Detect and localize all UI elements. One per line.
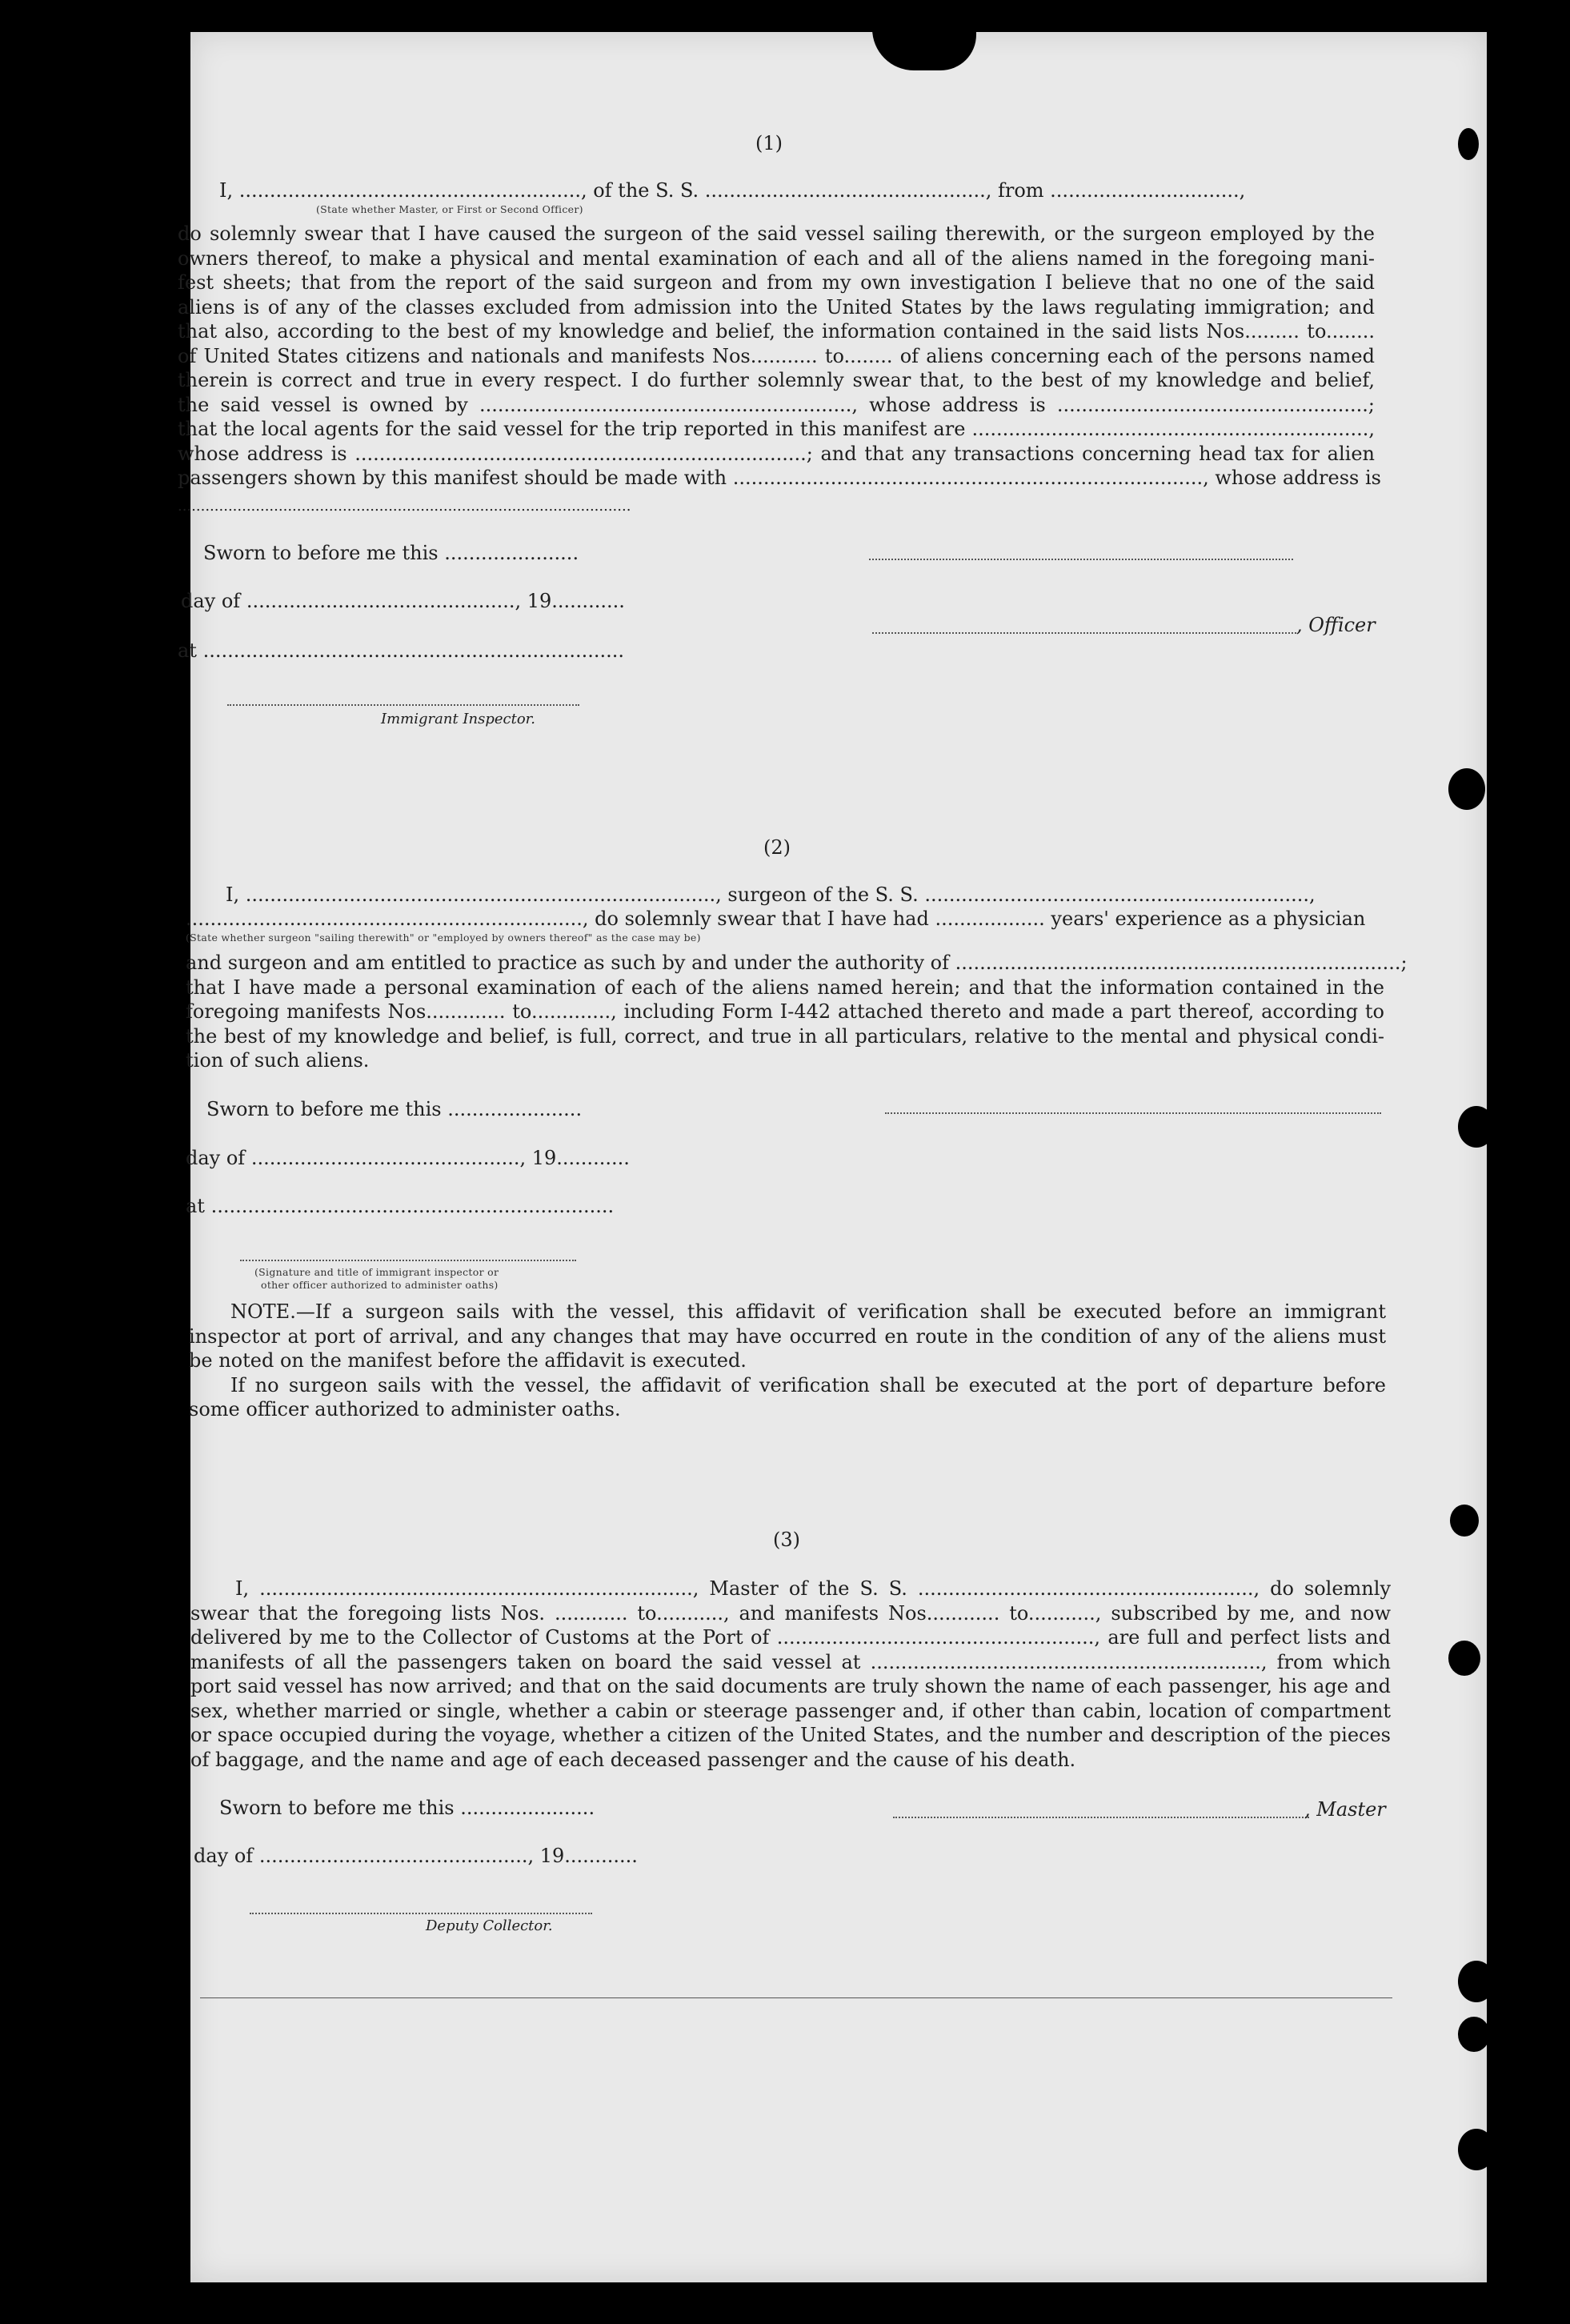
section-2-number: (2) (763, 836, 791, 859)
section-3-body-line: manifests of all the passengers taken on board the said vessel at ................................................................, from which (190, 1650, 1391, 1673)
section-1-trailing-line: ................................................................................................... (178, 498, 631, 515)
section-1-sworn: Sworn to before me this ...................... (203, 542, 579, 564)
section-2-note2-line: If no surgeon sails with the vessel, the affidavit of verification shall be executed at the port of departure before (230, 1373, 1386, 1396)
section-1-line1: I, ........................................................, of the S. S. .............................................., from ..............................., (219, 179, 1246, 202)
punch-hole (1458, 1106, 1495, 1148)
section-1-body-line: aliens is of any of the classes excluded from admission into the United States by the laws regulating immigration; and (178, 295, 1375, 319)
section-1-body (178, 222, 1381, 491)
section-2-surgeon-sig (885, 1112, 1381, 1114)
bottom-rule (200, 1997, 1392, 1998)
section-1-body-line: the said vessel is owned by ............................................................., whose address is ...................................................; (178, 393, 1375, 416)
section-3-number: (3) (773, 1529, 800, 1551)
section-3-body (190, 1577, 1391, 1772)
section-3-master-sig (893, 1817, 1309, 1818)
section-3-body-line: delivered by me to the Collector of Customs at the Port of ...................................................., are full and perfect lists and (190, 1626, 1391, 1649)
section-2-sig-note-2: other officer authorized to administer oaths) (261, 1279, 499, 1291)
section-2-note-last: be noted on the manifest before the affidavit is executed. (189, 1349, 747, 1372)
section-1-officer-sig-top (869, 559, 1293, 560)
section-1-inspector-line (227, 704, 579, 706)
punch-hole (1458, 2017, 1490, 2052)
section-3-body-last: of baggage, and the name and age of each deceased passenger and the cause of his death. (190, 1748, 1076, 1771)
section-1-body-line: passengers shown by this manifest should be made with ............................................................................., whose address is (178, 467, 1381, 489)
section-1-at: at ..................................................................... (178, 639, 624, 662)
section-2-inspector-line (240, 1260, 576, 1261)
section-3-body-line: sex, whether married or single, whether a cabin or steerage passenger and, if other than cabin, location of compartment (190, 1699, 1391, 1722)
section-2-at: at .................................................................. (186, 1195, 615, 1217)
section-1-body-line: fest sheets; that from the report of the said surgeon and from my own investigation I believe that no one of the said (178, 271, 1375, 294)
section-2-line1: I, ............................................................................., surgeon of the S. S. ..............................................................., (226, 884, 1316, 906)
section-2-body-line: and surgeon and am entitled to practice as such by and under the authority of .........................................................................; (186, 952, 1408, 974)
section-1-officer: , Officer (1296, 614, 1376, 636)
section-3-body-line: swear that the foregoing lists Nos. ............ to..........., and manifests Nos............ to..........., subscribed by me, and now (190, 1601, 1391, 1625)
section-1-body-line: do solemnly swear that I have caused the surgeon of the said vessel sailing therewith, or the surgeon employed by the (178, 222, 1375, 245)
section-2-body (186, 951, 1408, 1073)
section-2-note-line: NOTE.—If a surgeon sails with the vessel, this affidavit of verification shall be executed before an immigrant (230, 1300, 1386, 1323)
section-1-note: (State whether Master, or First or Second Officer) (316, 203, 583, 215)
section-2-body-last: tion of such aliens. (186, 1049, 370, 1072)
punch-hole (1448, 768, 1485, 810)
punch-hole (1458, 2129, 1495, 2170)
section-2-body-line: the best of my knowledge and belief, is full, correct, and true in all particulars, relative to the mental and physical condi- (186, 1024, 1384, 1048)
section-2-note2-last: some officer authorized to administer oaths. (189, 1398, 621, 1420)
section-3-body-line: port said vessel has now arrived; and that on the said documents are truly shown the name of each passenger, his age and (190, 1675, 1391, 1697)
punch-hole (1458, 128, 1479, 160)
section-1-body-line: that also, according to the best of my knowledge and belief, the information contained in the said lists Nos......... to........ (178, 320, 1375, 343)
section-3-body-line: or space occupied during the voyage, whether a citizen of the United States, and the number and description of the pieces (190, 1724, 1391, 1746)
section-2-sig-note-1: (Signature and title of immigrant inspector or (254, 1266, 499, 1278)
section-1-body-line: whose address is ..........................................................................; and that any transactions concerning head tax for alien (178, 442, 1375, 465)
section-2-sworn: Sworn to before me this ...................... (206, 1098, 583, 1120)
section-1-inspector: Immigrant Inspector. (381, 711, 536, 727)
section-2-day: day of ............................................, 19............ (186, 1147, 630, 1169)
section-1-officer-sig (872, 632, 1296, 634)
punch-hole (1450, 1505, 1479, 1537)
section-3-collector: Deputy Collector. (426, 1917, 553, 1934)
section-2-body-line: foregoing manifests Nos............. to............., including Form I-442 attached thereto and made a part thereof, according to (186, 1000, 1384, 1023)
section-1-body-line: therein is correct and true in every respect. I do further solemnly swear that, to the best of my knowledge and belief, (178, 369, 1375, 391)
section-3-day: day of ............................................, 19............ (194, 1845, 638, 1867)
section-2-note-para (189, 1300, 1386, 1422)
section-1-day: day of ............................................, 19............ (181, 590, 625, 612)
punch-hole (1458, 1961, 1495, 2002)
section-1-body-line: of United States citizens and nationals and manifests Nos........... to........ of aliens concerning each of the persons named (178, 344, 1375, 367)
section-1-body-line: that the local agents for the said vessel for the trip reported in this manifest are ................................................................., (178, 418, 1375, 440)
section-2-body-line: that I have made a personal examination of each of the aliens named herein; and that the information contained in the (186, 976, 1384, 999)
section-1-body-line: owners thereof, to make a physical and mental examination of each and all of the aliens named in the foregoing mani- (178, 246, 1375, 270)
section-3-body-line: I, ......................................................................., Master of the S. S. ......................................................., do solemnly (235, 1577, 1391, 1600)
section-3-sworn: Sworn to before me this ...................... (219, 1797, 595, 1819)
section-2-line2: ................................................................., do solemnly swear that I have had .................. years' experience as a physician (186, 908, 1366, 930)
section-2-note-line: inspector at port of arrival, and any changes that may have occurred en route in the condition of any of the aliens must (189, 1324, 1386, 1348)
section-1-number: (1) (755, 132, 783, 154)
section-2-note: (State whether surgeon "sailing therewith" or "employed by owners thereof" as the case may be) (186, 932, 701, 944)
section-3-master: , Master (1304, 1798, 1386, 1821)
punch-hole (1448, 1641, 1480, 1676)
